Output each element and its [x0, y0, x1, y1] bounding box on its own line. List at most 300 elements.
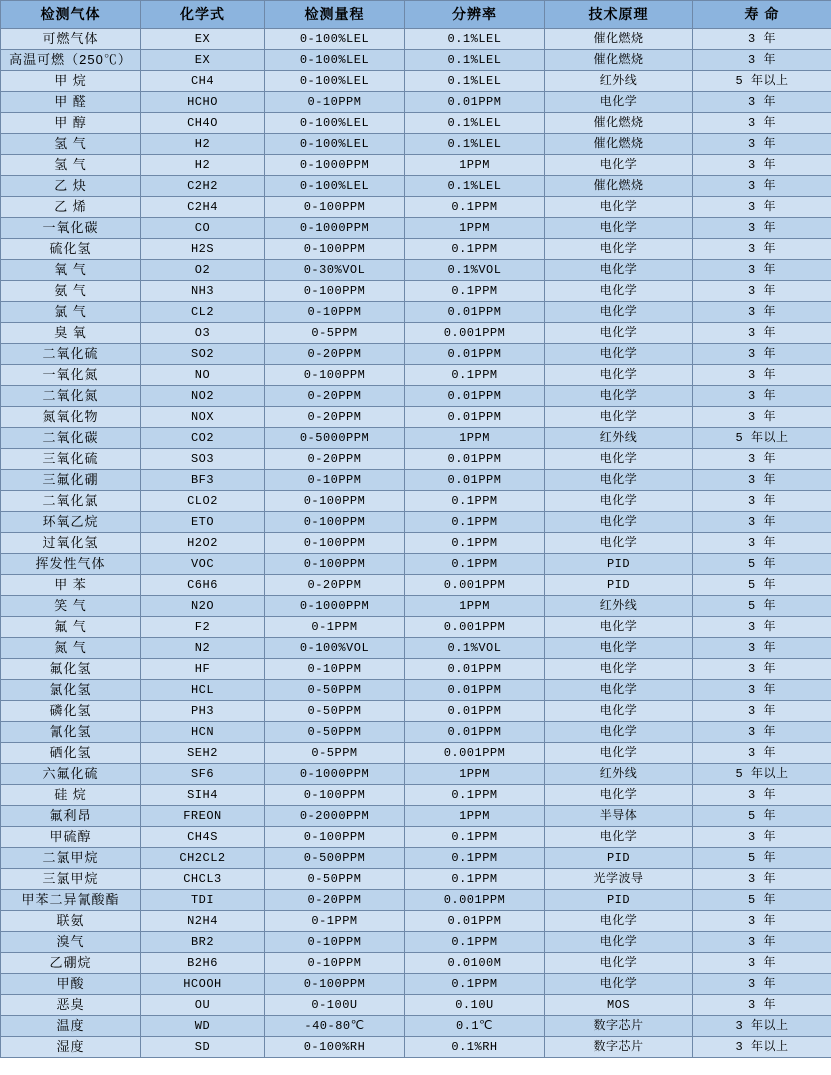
- cell-technical-principle: 电化学: [545, 512, 693, 533]
- table-row: [1, 512, 831, 533]
- cell-lifetime: 3 年: [693, 407, 831, 428]
- cell-resolution: 0.01PPM: [405, 302, 545, 323]
- cell-chemical-formula: B2H6: [141, 953, 265, 974]
- table-row: [1, 974, 831, 995]
- cell-detection-range: 0-100%VOL: [265, 638, 405, 659]
- column-header-formula: 化学式: [141, 1, 265, 29]
- cell-gas-name: 二氧化碳: [1, 428, 141, 449]
- cell-gas-name: 甲 苯: [1, 575, 141, 596]
- cell-technical-principle: 电化学: [545, 911, 693, 932]
- cell-gas-name: 三氧化硫: [1, 449, 141, 470]
- cell-technical-principle: 电化学: [545, 701, 693, 722]
- cell-lifetime: 5 年: [693, 575, 831, 596]
- cell-gas-name: 氟利昂: [1, 806, 141, 827]
- cell-lifetime: 3 年: [693, 785, 831, 806]
- cell-lifetime: 3 年: [693, 533, 831, 554]
- cell-chemical-formula: NOX: [141, 407, 265, 428]
- cell-chemical-formula: VOC: [141, 554, 265, 575]
- cell-detection-range: 0-100PPM: [265, 239, 405, 260]
- cell-chemical-formula: OU: [141, 995, 265, 1016]
- cell-technical-principle: 电化学: [545, 323, 693, 344]
- cell-resolution: 0.1PPM: [405, 281, 545, 302]
- cell-resolution: 0.1%RH: [405, 1037, 545, 1058]
- cell-resolution: 0.1%LEL: [405, 176, 545, 197]
- cell-chemical-formula: H2O2: [141, 533, 265, 554]
- table-row: [1, 764, 831, 785]
- cell-gas-name: 二氧化氯: [1, 491, 141, 512]
- table-row: [1, 932, 831, 953]
- cell-resolution: 0.10U: [405, 995, 545, 1016]
- cell-lifetime: 3 年: [693, 218, 831, 239]
- cell-detection-range: 0-100PPM: [265, 491, 405, 512]
- cell-technical-principle: 电化学: [545, 638, 693, 659]
- column-header-resolution: 分辨率: [405, 1, 545, 29]
- cell-lifetime: 3 年: [693, 680, 831, 701]
- cell-lifetime: 3 年: [693, 365, 831, 386]
- cell-resolution: 0.01PPM: [405, 701, 545, 722]
- cell-detection-range: 0-1000PPM: [265, 596, 405, 617]
- cell-technical-principle: 电化学: [545, 155, 693, 176]
- cell-lifetime: 3 年: [693, 176, 831, 197]
- cell-detection-range: 0-10PPM: [265, 470, 405, 491]
- cell-resolution: 0.1PPM: [405, 197, 545, 218]
- column-header-principle: 技术原理: [545, 1, 693, 29]
- cell-detection-range: 0-20PPM: [265, 386, 405, 407]
- cell-technical-principle: 电化学: [545, 617, 693, 638]
- cell-detection-range: 0-10PPM: [265, 302, 405, 323]
- cell-gas-name: 氟 气: [1, 617, 141, 638]
- table-row: [1, 260, 831, 281]
- cell-technical-principle: 红外线: [545, 764, 693, 785]
- cell-resolution: 0.01PPM: [405, 470, 545, 491]
- table-row: [1, 239, 831, 260]
- cell-chemical-formula: CO: [141, 218, 265, 239]
- cell-detection-range: 0-50PPM: [265, 680, 405, 701]
- cell-chemical-formula: EX: [141, 29, 265, 50]
- cell-chemical-formula: PH3: [141, 701, 265, 722]
- table-row: [1, 701, 831, 722]
- cell-lifetime: 3 年: [693, 302, 831, 323]
- cell-technical-principle: 电化学: [545, 92, 693, 113]
- cell-technical-principle: 电化学: [545, 344, 693, 365]
- cell-detection-range: 0-100PPM: [265, 554, 405, 575]
- cell-lifetime: 3 年: [693, 701, 831, 722]
- cell-technical-principle: 催化燃烧: [545, 134, 693, 155]
- cell-resolution: 0.1PPM: [405, 827, 545, 848]
- cell-chemical-formula: C2H2: [141, 176, 265, 197]
- cell-gas-name: 二氧化硫: [1, 344, 141, 365]
- cell-chemical-formula: BR2: [141, 932, 265, 953]
- cell-chemical-formula: SEH2: [141, 743, 265, 764]
- column-header-lifetime: 寿 命: [693, 1, 831, 29]
- cell-resolution: 1PPM: [405, 218, 545, 239]
- cell-gas-name: 乙 烯: [1, 197, 141, 218]
- cell-technical-principle: 催化燃烧: [545, 29, 693, 50]
- cell-chemical-formula: N2O: [141, 596, 265, 617]
- cell-lifetime: 3 年: [693, 92, 831, 113]
- cell-chemical-formula: O3: [141, 323, 265, 344]
- cell-resolution: 0.0100M: [405, 953, 545, 974]
- cell-resolution: 0.1%LEL: [405, 113, 545, 134]
- cell-technical-principle: PID: [545, 575, 693, 596]
- cell-lifetime: 3 年以上: [693, 1016, 831, 1037]
- cell-technical-principle: 电化学: [545, 470, 693, 491]
- cell-resolution: 0.01PPM: [405, 407, 545, 428]
- cell-resolution: 0.1PPM: [405, 932, 545, 953]
- cell-detection-range: 0-100PPM: [265, 197, 405, 218]
- cell-detection-range: 0-2000PPM: [265, 806, 405, 827]
- table-row: [1, 365, 831, 386]
- cell-gas-name: 乙硼烷: [1, 953, 141, 974]
- column-header-gas: 检测气体: [1, 1, 141, 29]
- cell-chemical-formula: CHCL3: [141, 869, 265, 890]
- cell-resolution: 0.1PPM: [405, 974, 545, 995]
- cell-lifetime: 5 年: [693, 806, 831, 827]
- table-row: [1, 344, 831, 365]
- cell-detection-range: 0-100%LEL: [265, 71, 405, 92]
- cell-technical-principle: 电化学: [545, 785, 693, 806]
- cell-technical-principle: 数字芯片: [545, 1037, 693, 1058]
- cell-gas-name: 过氧化氢: [1, 533, 141, 554]
- cell-gas-name: 甲 醛: [1, 92, 141, 113]
- cell-detection-range: 0-5000PPM: [265, 428, 405, 449]
- cell-chemical-formula: F2: [141, 617, 265, 638]
- cell-detection-range: 0-10PPM: [265, 953, 405, 974]
- cell-resolution: 0.1PPM: [405, 239, 545, 260]
- table-row: [1, 596, 831, 617]
- table-row: [1, 71, 831, 92]
- cell-resolution: 1PPM: [405, 764, 545, 785]
- cell-detection-range: 0-100%LEL: [265, 29, 405, 50]
- table-row: [1, 638, 831, 659]
- cell-lifetime: 5 年以上: [693, 764, 831, 785]
- table-row: [1, 197, 831, 218]
- cell-gas-name: 氮 气: [1, 638, 141, 659]
- cell-lifetime: 3 年: [693, 617, 831, 638]
- cell-detection-range: 0-50PPM: [265, 701, 405, 722]
- cell-gas-name: 氟化氢: [1, 659, 141, 680]
- cell-chemical-formula: C2H4: [141, 197, 265, 218]
- cell-gas-name: 环氧乙烷: [1, 512, 141, 533]
- cell-gas-name: 三氟化硼: [1, 470, 141, 491]
- cell-gas-name: 一氧化碳: [1, 218, 141, 239]
- cell-chemical-formula: C6H6: [141, 575, 265, 596]
- cell-lifetime: 3 年: [693, 995, 831, 1016]
- cell-gas-name: 一氧化氮: [1, 365, 141, 386]
- table-row: [1, 533, 831, 554]
- cell-resolution: 0.1PPM: [405, 869, 545, 890]
- cell-resolution: 0.1%VOL: [405, 260, 545, 281]
- cell-gas-name: 高温可燃（250℃）: [1, 50, 141, 71]
- cell-gas-name: 氨 气: [1, 281, 141, 302]
- cell-technical-principle: 电化学: [545, 932, 693, 953]
- cell-gas-name: 温度: [1, 1016, 141, 1037]
- cell-resolution: 0.1PPM: [405, 848, 545, 869]
- cell-detection-range: 0-100%LEL: [265, 50, 405, 71]
- cell-technical-principle: 红外线: [545, 596, 693, 617]
- table-row: [1, 722, 831, 743]
- cell-gas-name: 二氧化氮: [1, 386, 141, 407]
- table-row: [1, 659, 831, 680]
- cell-detection-range: 0-100PPM: [265, 974, 405, 995]
- cell-gas-name: 挥发性气体: [1, 554, 141, 575]
- cell-resolution: 0.1%LEL: [405, 50, 545, 71]
- cell-lifetime: 3 年: [693, 113, 831, 134]
- cell-chemical-formula: NH3: [141, 281, 265, 302]
- cell-lifetime: 3 年: [693, 260, 831, 281]
- cell-gas-name: 恶臭: [1, 995, 141, 1016]
- cell-chemical-formula: N2H4: [141, 911, 265, 932]
- cell-technical-principle: MOS: [545, 995, 693, 1016]
- table-row: [1, 827, 831, 848]
- cell-chemical-formula: HCN: [141, 722, 265, 743]
- cell-detection-range: 0-100PPM: [265, 785, 405, 806]
- cell-chemical-formula: FREON: [141, 806, 265, 827]
- cell-technical-principle: 电化学: [545, 260, 693, 281]
- cell-technical-principle: 数字芯片: [545, 1016, 693, 1037]
- table-row: [1, 113, 831, 134]
- cell-resolution: 0.1PPM: [405, 785, 545, 806]
- table-row: [1, 953, 831, 974]
- cell-technical-principle: 电化学: [545, 449, 693, 470]
- cell-technical-principle: 电化学: [545, 974, 693, 995]
- cell-gas-name: 甲苯二异氰酸酯: [1, 890, 141, 911]
- table-row: [1, 407, 831, 428]
- table-row: [1, 869, 831, 890]
- cell-chemical-formula: WD: [141, 1016, 265, 1037]
- cell-gas-name: 硫化氢: [1, 239, 141, 260]
- table-row: [1, 134, 831, 155]
- cell-gas-name: 氯化氢: [1, 680, 141, 701]
- cell-resolution: 0.01PPM: [405, 680, 545, 701]
- cell-gas-name: 乙 炔: [1, 176, 141, 197]
- cell-lifetime: 3 年: [693, 470, 831, 491]
- cell-chemical-formula: HCOOH: [141, 974, 265, 995]
- table-row: [1, 1016, 831, 1037]
- cell-detection-range: 0-50PPM: [265, 869, 405, 890]
- cell-lifetime: 5 年: [693, 554, 831, 575]
- cell-resolution: 0.001PPM: [405, 617, 545, 638]
- cell-resolution: 0.1PPM: [405, 533, 545, 554]
- header-row: [1, 1, 831, 29]
- cell-chemical-formula: ETO: [141, 512, 265, 533]
- cell-resolution: 0.01PPM: [405, 659, 545, 680]
- cell-chemical-formula: N2: [141, 638, 265, 659]
- cell-technical-principle: 电化学: [545, 722, 693, 743]
- table-row: [1, 155, 831, 176]
- cell-resolution: 0.01PPM: [405, 92, 545, 113]
- cell-lifetime: 3 年以上: [693, 1037, 831, 1058]
- cell-chemical-formula: SD: [141, 1037, 265, 1058]
- cell-technical-principle: 催化燃烧: [545, 50, 693, 71]
- cell-technical-principle: 催化燃烧: [545, 113, 693, 134]
- cell-gas-name: 氯 气: [1, 302, 141, 323]
- cell-resolution: 0.1PPM: [405, 365, 545, 386]
- table-row: [1, 785, 831, 806]
- cell-detection-range: 0-1000PPM: [265, 764, 405, 785]
- cell-detection-range: 0-10PPM: [265, 92, 405, 113]
- cell-chemical-formula: H2S: [141, 239, 265, 260]
- cell-lifetime: 3 年: [693, 974, 831, 995]
- cell-lifetime: 5 年: [693, 596, 831, 617]
- cell-technical-principle: 电化学: [545, 743, 693, 764]
- table-row: [1, 995, 831, 1016]
- cell-lifetime: 3 年: [693, 869, 831, 890]
- cell-detection-range: 0-10PPM: [265, 932, 405, 953]
- cell-gas-name: 三氯甲烷: [1, 869, 141, 890]
- cell-detection-range: 0-100U: [265, 995, 405, 1016]
- cell-gas-name: 氢 气: [1, 134, 141, 155]
- cell-gas-name: 磷化氢: [1, 701, 141, 722]
- cell-lifetime: 3 年: [693, 827, 831, 848]
- cell-lifetime: 3 年: [693, 449, 831, 470]
- cell-resolution: 0.1PPM: [405, 491, 545, 512]
- cell-chemical-formula: HCL: [141, 680, 265, 701]
- cell-gas-name: 氰化氢: [1, 722, 141, 743]
- cell-detection-range: 0-50PPM: [265, 722, 405, 743]
- cell-lifetime: 3 年: [693, 134, 831, 155]
- cell-chemical-formula: NO2: [141, 386, 265, 407]
- table-header: [1, 1, 831, 29]
- cell-chemical-formula: CH4: [141, 71, 265, 92]
- cell-lifetime: 3 年: [693, 281, 831, 302]
- cell-detection-range: 0-1PPM: [265, 911, 405, 932]
- cell-detection-range: 0-20PPM: [265, 344, 405, 365]
- cell-lifetime: 3 年: [693, 638, 831, 659]
- cell-chemical-formula: CO2: [141, 428, 265, 449]
- cell-resolution: 0.01PPM: [405, 722, 545, 743]
- cell-chemical-formula: CLO2: [141, 491, 265, 512]
- cell-technical-principle: 电化学: [545, 197, 693, 218]
- cell-detection-range: 0-20PPM: [265, 575, 405, 596]
- cell-technical-principle: 电化学: [545, 302, 693, 323]
- cell-chemical-formula: TDI: [141, 890, 265, 911]
- cell-chemical-formula: H2: [141, 155, 265, 176]
- cell-detection-range: 0-100%LEL: [265, 113, 405, 134]
- table-row: [1, 743, 831, 764]
- cell-detection-range: 0-1000PPM: [265, 218, 405, 239]
- cell-chemical-formula: SIH4: [141, 785, 265, 806]
- cell-technical-principle: 电化学: [545, 365, 693, 386]
- cell-gas-name: 甲酸: [1, 974, 141, 995]
- cell-resolution: 0.01PPM: [405, 449, 545, 470]
- column-header-range: 检测量程: [265, 1, 405, 29]
- cell-detection-range: 0-10PPM: [265, 659, 405, 680]
- cell-lifetime: 3 年: [693, 932, 831, 953]
- cell-lifetime: 3 年: [693, 239, 831, 260]
- cell-lifetime: 3 年: [693, 512, 831, 533]
- cell-resolution: 0.01PPM: [405, 386, 545, 407]
- table-row: [1, 470, 831, 491]
- cell-lifetime: 3 年: [693, 344, 831, 365]
- cell-detection-range: 0-100PPM: [265, 512, 405, 533]
- cell-detection-range: 0-20PPM: [265, 890, 405, 911]
- cell-technical-principle: 电化学: [545, 281, 693, 302]
- cell-gas-name: 二氯甲烷: [1, 848, 141, 869]
- cell-gas-name: 六氟化硫: [1, 764, 141, 785]
- cell-resolution: 0.1PPM: [405, 554, 545, 575]
- cell-resolution: 1PPM: [405, 806, 545, 827]
- cell-gas-name: 湿度: [1, 1037, 141, 1058]
- cell-resolution: 0.001PPM: [405, 323, 545, 344]
- cell-technical-principle: 电化学: [545, 659, 693, 680]
- cell-chemical-formula: CL2: [141, 302, 265, 323]
- cell-lifetime: 3 年: [693, 491, 831, 512]
- cell-technical-principle: 电化学: [545, 533, 693, 554]
- cell-technical-principle: 电化学: [545, 491, 693, 512]
- cell-resolution: 1PPM: [405, 428, 545, 449]
- cell-chemical-formula: NO: [141, 365, 265, 386]
- cell-gas-name: 可燃气体: [1, 29, 141, 50]
- cell-lifetime: 3 年: [693, 911, 831, 932]
- cell-technical-principle: 红外线: [545, 428, 693, 449]
- table-row: [1, 218, 831, 239]
- table-body: [1, 29, 831, 1058]
- table-row: [1, 176, 831, 197]
- cell-lifetime: 3 年: [693, 953, 831, 974]
- cell-resolution: 1PPM: [405, 155, 545, 176]
- cell-resolution: 0.1%LEL: [405, 134, 545, 155]
- cell-detection-range: 0-100PPM: [265, 533, 405, 554]
- cell-detection-range: 0-20PPM: [265, 407, 405, 428]
- cell-chemical-formula: SO2: [141, 344, 265, 365]
- cell-technical-principle: 红外线: [545, 71, 693, 92]
- cell-lifetime: 3 年: [693, 722, 831, 743]
- cell-resolution: 0.001PPM: [405, 743, 545, 764]
- cell-gas-name: 臭 氧: [1, 323, 141, 344]
- table-row: [1, 386, 831, 407]
- cell-chemical-formula: H2: [141, 134, 265, 155]
- cell-detection-range: 0-5PPM: [265, 743, 405, 764]
- cell-resolution: 0.001PPM: [405, 890, 545, 911]
- cell-lifetime: 5 年: [693, 848, 831, 869]
- cell-gas-name: 氧 气: [1, 260, 141, 281]
- cell-chemical-formula: SF6: [141, 764, 265, 785]
- cell-technical-principle: 催化燃烧: [545, 176, 693, 197]
- table-row: [1, 806, 831, 827]
- cell-lifetime: 3 年: [693, 155, 831, 176]
- cell-resolution: 0.1℃: [405, 1016, 545, 1037]
- cell-detection-range: 0-20PPM: [265, 449, 405, 470]
- table-row: [1, 449, 831, 470]
- cell-technical-principle: 电化学: [545, 218, 693, 239]
- cell-lifetime: 3 年: [693, 50, 831, 71]
- cell-chemical-formula: EX: [141, 50, 265, 71]
- cell-lifetime: 3 年: [693, 659, 831, 680]
- cell-resolution: 0.1%LEL: [405, 29, 545, 50]
- table-row: [1, 617, 831, 638]
- cell-lifetime: 3 年: [693, 197, 831, 218]
- cell-chemical-formula: CH4S: [141, 827, 265, 848]
- cell-technical-principle: PID: [545, 890, 693, 911]
- cell-resolution: 0.01PPM: [405, 911, 545, 932]
- table-row: [1, 680, 831, 701]
- cell-technical-principle: PID: [545, 554, 693, 575]
- cell-detection-range: 0-30%VOL: [265, 260, 405, 281]
- table-row: [1, 575, 831, 596]
- cell-resolution: 0.01PPM: [405, 344, 545, 365]
- cell-chemical-formula: HF: [141, 659, 265, 680]
- table-row: [1, 491, 831, 512]
- cell-gas-name: 笑 气: [1, 596, 141, 617]
- cell-detection-range: 0-1PPM: [265, 617, 405, 638]
- cell-lifetime: 5 年以上: [693, 71, 831, 92]
- cell-resolution: 0.001PPM: [405, 575, 545, 596]
- cell-gas-name: 硅 烷: [1, 785, 141, 806]
- cell-resolution: 0.1PPM: [405, 512, 545, 533]
- table-row: [1, 1037, 831, 1058]
- cell-detection-range: 0-100%LEL: [265, 134, 405, 155]
